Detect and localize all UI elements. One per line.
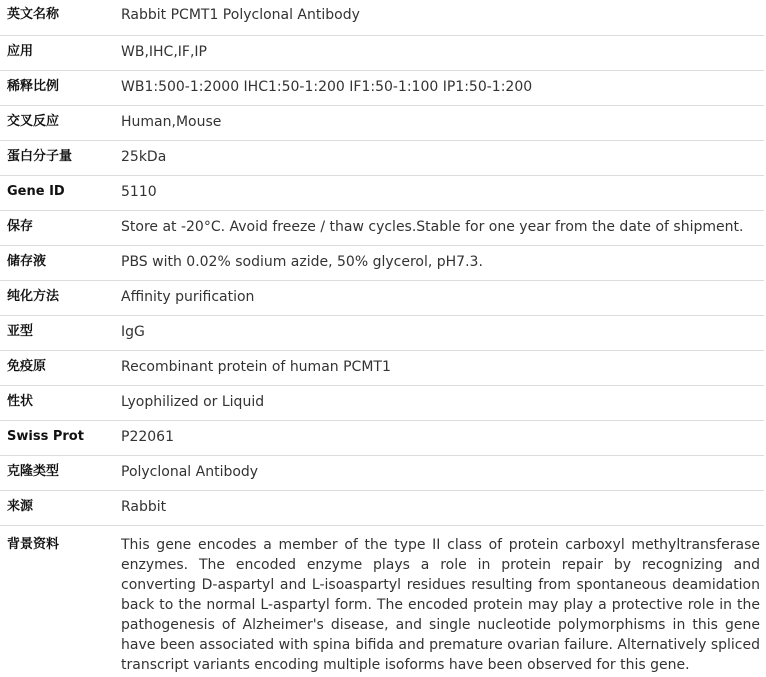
spec-label: 蛋白分子量 xyxy=(0,140,115,175)
spec-label: 储存液 xyxy=(0,245,115,280)
spec-label: 背景资料 xyxy=(7,536,60,552)
spec-label: 性状 xyxy=(0,385,115,420)
spec-value: 25kDa xyxy=(115,140,764,175)
spec-value: PBS with 0.02% sodium azide, 50% glycerol, pH7.3. xyxy=(115,245,764,280)
spec-row-gene-id xyxy=(0,175,764,210)
spec-label: 克隆类型 xyxy=(0,455,115,490)
spec-label: 应用 xyxy=(0,35,115,70)
spec-value: Human,Mouse xyxy=(115,105,764,140)
spec-label: 纯化方法 xyxy=(0,280,115,315)
spec-value: Recombinant protein of human PCMT1 xyxy=(115,350,764,385)
spec-row-immunogen xyxy=(0,350,764,385)
spec-row-english-name xyxy=(0,0,764,35)
spec-row-dilution xyxy=(0,70,764,105)
spec-row-isotype xyxy=(0,315,764,350)
spec-value: Lyophilized or Liquid xyxy=(115,385,764,420)
spec-label: 交叉反应 xyxy=(0,105,115,140)
background-description: This gene encodes a member of the type II class of protein carboxyl methyltransferase enzymes. The encoded enzyme plays a role in protein repair by recognizing and converting D-aspartyl and L-isoaspartyl residues resulting from spontaneous deamidation back to the normal L-aspartyl form. The encoded protein may play a protective role in the pathogenesis of Alzheimer's disease, and single nucleotide polymorphisms in this gene have been associated with spina bifida and premature ovarian failure. Alternatively spliced transcript variants encoding multiple isoforms have been observed for this gene. xyxy=(121,536,760,673)
spec-row-application xyxy=(0,35,764,70)
spec-row-swiss-prot xyxy=(0,420,764,455)
spec-label: 稀释比例 xyxy=(0,70,115,105)
spec-label: 亚型 xyxy=(0,315,115,350)
spec-row-clonality xyxy=(0,455,764,490)
spec-label: Gene ID xyxy=(0,175,115,210)
spec-value: Rabbit PCMT1 Polyclonal Antibody xyxy=(115,0,764,35)
spec-row-purification xyxy=(0,280,764,315)
spec-row-host xyxy=(0,490,764,525)
spec-value: Polyclonal Antibody xyxy=(115,455,764,490)
spec-value: Rabbit xyxy=(115,490,764,525)
spec-row-reactivity xyxy=(0,105,764,140)
spec-label: Swiss Prot xyxy=(0,420,115,455)
spec-row-molecular-weight xyxy=(0,140,764,175)
spec-row-background xyxy=(0,525,764,677)
spec-label: 保存 xyxy=(0,210,115,245)
spec-value: WB,IHC,IF,IP xyxy=(115,35,764,70)
spec-label: 来源 xyxy=(0,490,115,525)
spec-value: WB1:500-1:2000 IHC1:50-1:200 IF1:50-1:100 IP1:50-1:200 xyxy=(115,70,764,105)
spec-row-storage-buffer xyxy=(0,245,764,280)
spec-value: 5110 xyxy=(115,175,764,210)
spec-label: 免疫原 xyxy=(0,350,115,385)
spec-value: P22061 xyxy=(115,420,764,455)
spec-value: Store at -20°C. Avoid freeze / thaw cycles.Stable for one year from the date of shipment. xyxy=(115,210,764,245)
spec-label: 英文名称 xyxy=(0,0,115,35)
spec-row-storage xyxy=(0,210,764,245)
spec-value: Affinity purification xyxy=(115,280,764,315)
spec-value: IgG xyxy=(115,315,764,350)
spec-row-form xyxy=(0,385,764,420)
